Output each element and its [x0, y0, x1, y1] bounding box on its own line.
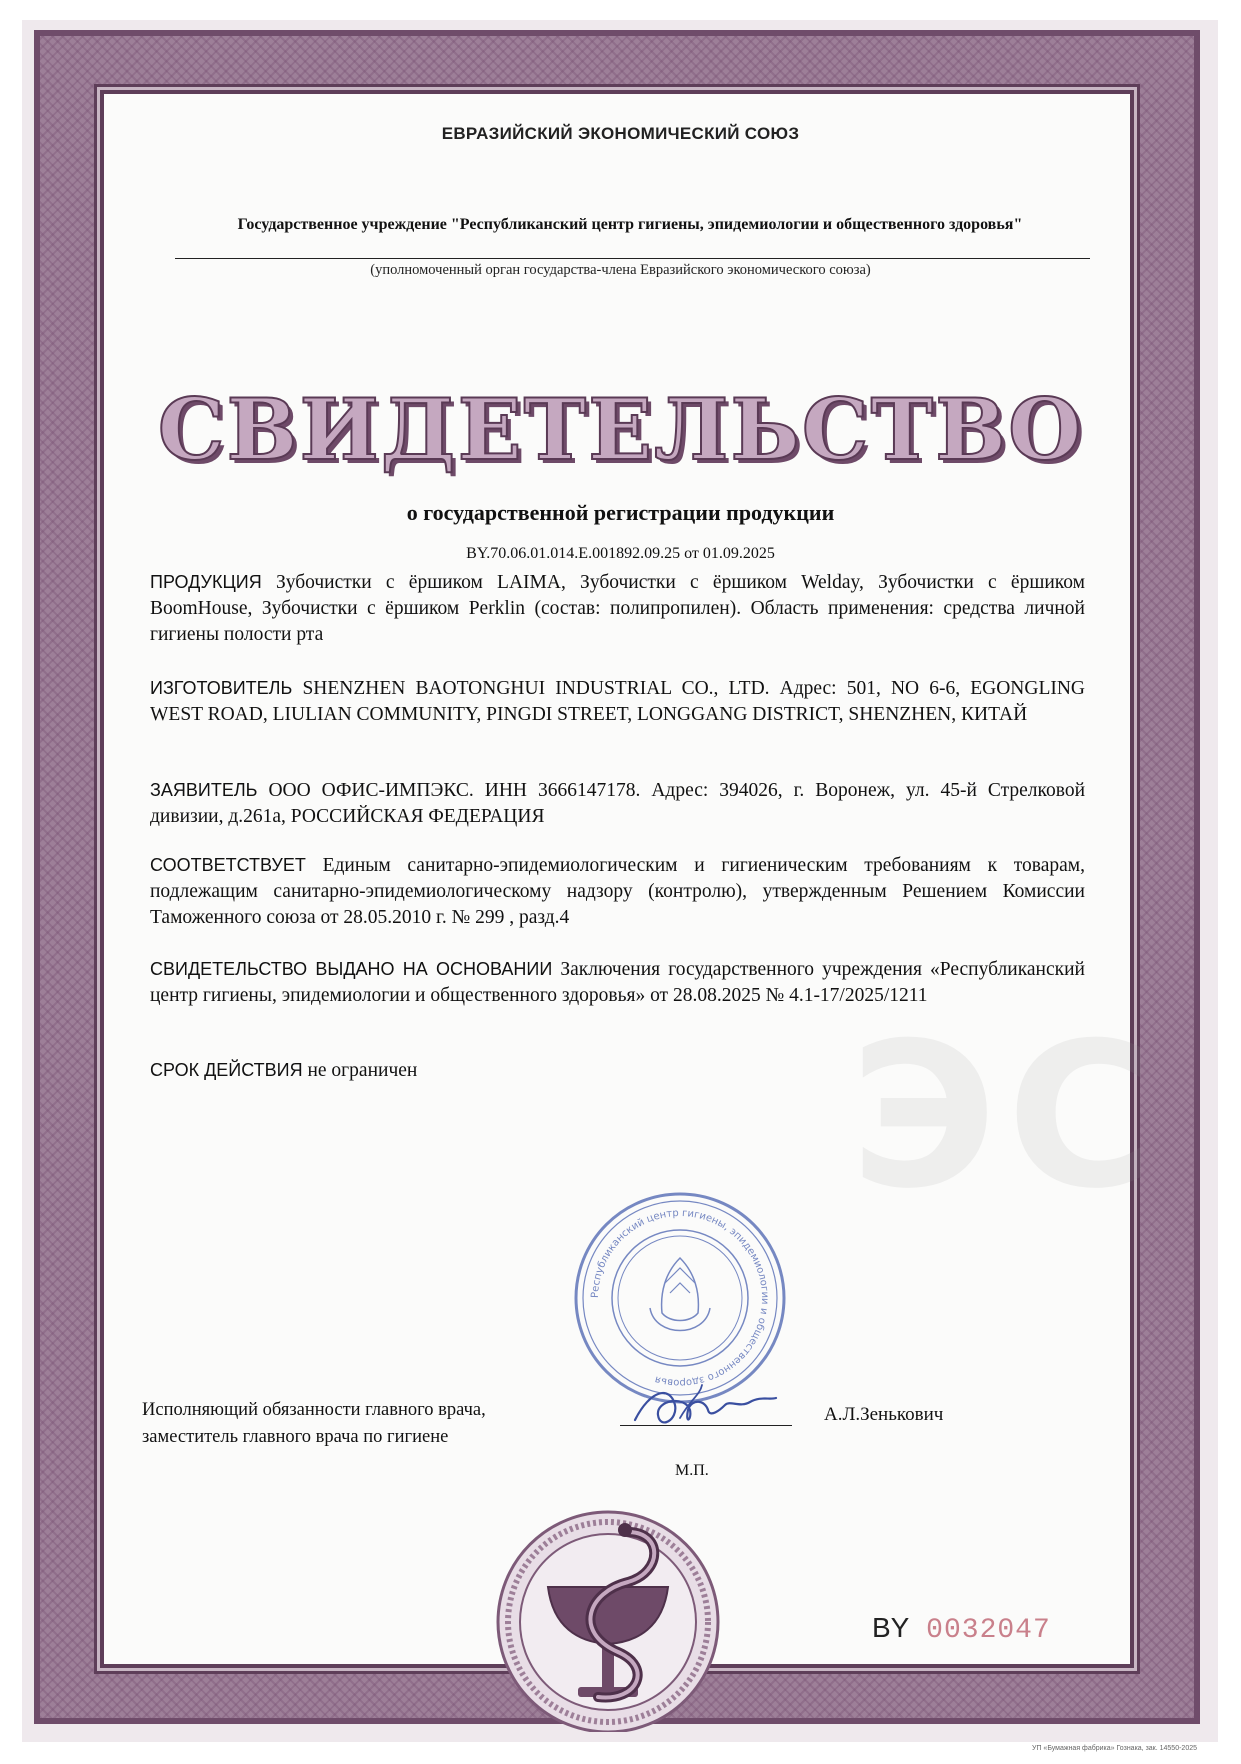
- registration-number: BY.70.06.01.014.E.001892.09.25 от 01.09.2025: [466, 545, 775, 562]
- applicant-text: ООО ОФИС-ИМПЭКС. ИНН 3666147178. Адрес: 394026, г. Воронеж, ул. 45-й Стрелковой дивизии, д.261а, РОССИЙСКАЯ ФЕДЕРАЦИЯ: [150, 780, 1085, 827]
- stamp-place-label: М.П.: [675, 1462, 709, 1479]
- signature-line: [620, 1425, 792, 1426]
- signature-icon: [630, 1380, 780, 1440]
- union-header: ЕВРАЗИЙСКИЙ ЭКОНОМИЧЕСКИЙ СОЮЗ: [441, 124, 800, 143]
- basis-section: [150, 956, 1085, 1009]
- organization-name: Государственное учреждение "Республиканский центр гигиены, эпидемиологии и общественного здоровья": [237, 216, 1023, 233]
- document-title: СВИДЕТЕЛЬСТВО: [157, 380, 1084, 479]
- official-stamp-icon: [570, 1188, 790, 1408]
- manufacturer-key: ИЗГОТОВИТЕЛЬ: [150, 678, 293, 698]
- product-key: ПРОДУКЦИЯ: [150, 572, 262, 592]
- applicant-section: [150, 777, 1085, 830]
- organization-underline: [175, 258, 1090, 259]
- compliance-section: [150, 852, 1085, 931]
- watermark: ЭС: [850, 1000, 1164, 1233]
- product-text: Зубочистки с ёршиком LAIMA, Зубочистки с ёршиком Welday, Зубочистки с ёршиком BoomHouse, Зубочистки с ёршиком Perklin (состав: полипропилен). Область применения: средства личной гигиены полости рта: [150, 572, 1085, 645]
- blank-serial-number: [872, 1612, 1051, 1646]
- basis-key: СВИДЕТЕЛЬСТВО ВЫДАНО НА ОСНОВАНИИ: [150, 959, 553, 979]
- printer-footer: УП «Бумажная фабрика» Гознака, зак. 14550-2025: [1032, 1745, 1197, 1752]
- signatory-position-line1: Исполняющий обязанности главного врача,: [142, 1400, 486, 1420]
- validity-text: не ограничен: [307, 1060, 418, 1081]
- validity-key: СРОК ДЕЙСТВИЯ: [150, 1060, 303, 1080]
- product-section: [150, 569, 1085, 648]
- signatory-position: [142, 1397, 486, 1451]
- manufacturer-section: [150, 675, 1085, 728]
- document-subtitle: о государственной регистрации продукции: [406, 500, 835, 525]
- manufacturer-text: SHENZHEN BAOTONGHUI INDUSTRIAL CO., LTD. Адрес: 501, NO 6-6, EGONGLING WEST ROAD, LIULIAN COMMUNITY, PINGDI STREET, LONGGANG DISTRICT, SHENZHEN, КИТАЙ: [150, 678, 1086, 725]
- stamp-lettering: Республиканский центр гигиены, эпидемиологии и общественного здоровья: [589, 1207, 771, 1389]
- medical-emblem-icon: [478, 1492, 738, 1732]
- validity-section: [150, 1057, 1085, 1084]
- basis-text: Заключения государственного учреждения «Республиканский центр гигиены, эпидемиологии и общественного здоровья» от 28.08.2025 № 4.1-17/2025/1211: [150, 959, 1085, 1006]
- organization-note: (уполномоченный орган государства-члена Евразийского экономического союза): [370, 262, 871, 278]
- serial-number: 0032047: [926, 1615, 1051, 1646]
- signatory-name: А.Л.Зенькович: [824, 1404, 944, 1425]
- compliance-key: СООТВЕТСТВУЕТ: [150, 855, 306, 875]
- serial-prefix: BY: [872, 1612, 910, 1643]
- compliance-text: Единым санитарно-эпидемиологическим и гигиеническим требованиям к товарам, подлежащим санитарно-эпидемиологическому надзору (контролю), утвержденным Решением Комиссии Таможенного союза от 28.05.2010 г. № 299 , разд.4: [150, 855, 1086, 928]
- signatory-position-line2: заместитель главного врача по гигиене: [142, 1427, 449, 1447]
- svg-text:Республиканский центр гигиены,: [590, 1208, 770, 1388]
- applicant-key: ЗАЯВИТЕЛЬ: [150, 780, 258, 800]
